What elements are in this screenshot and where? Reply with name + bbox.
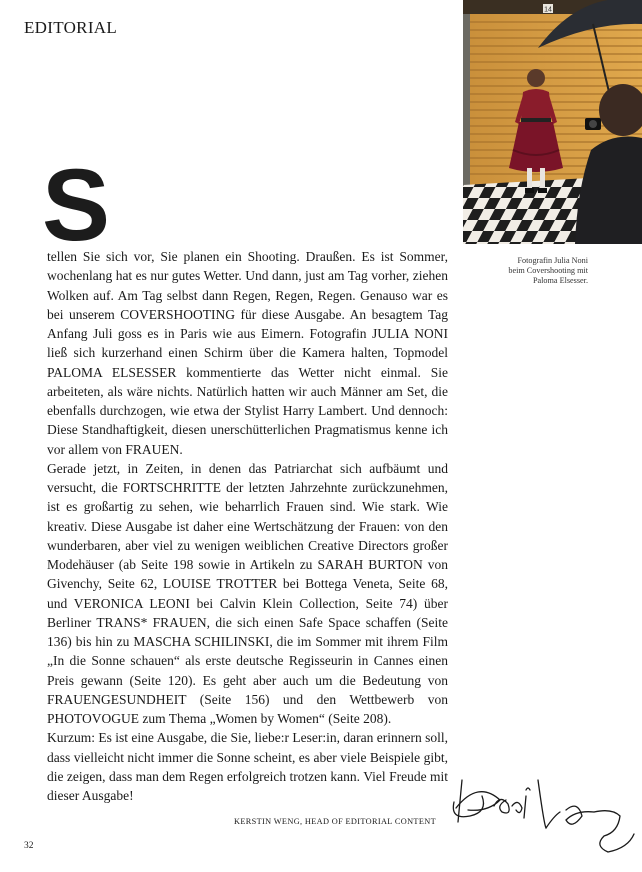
section-label: EDITORIAL — [24, 18, 118, 37]
paragraph-3: Kurzum: Es ist eine Ausgabe, die Sie, liebe:r Leser:in, daran erinnern soll, dass vielleicht nicht immer die Sonne scheint, es aber viele Beispiele gibt, die zeigen, dass man dem Regen erfolgreich trotzen kann. Viel Freude mit dieser Ausgabe! — [47, 730, 448, 803]
handwritten-signature — [448, 760, 638, 860]
paragraph-1: tellen Sie sich vor, Sie planen ein Shooting. Draußen. Es ist Sommer, wochenlang hat es nur gutes Wetter. Und dann, just am Tag vorher, ziehen Wolken auf. Am Tag selbst dann Regen, Regen, Regen. Genauso war es bei unserem COVERSHOOTING für diese Ausgabe. An besagtem Tag Anfang Juli goss es in Paris wie aus Eimern. Fotografin JULIA NONI ließ sich kurzerhand einen Schirm über die Kamera halten, Topmodel PALOMA ELSESSER kommentierte das Wetter nicht einmal. Sie arbeiteten, als wäre nichts. Natürlich hatten wir auch Männer am Set, die ebenfalls durchzogen, wie etwa der Stylist Harry Lambert. Und dennoch: Diese Standhaftigkeit, diesen unerschütterlichen Pragmatismus kenne ich vor allem von FRAUEN. — [47, 249, 448, 457]
paragraph-2: Gerade jetzt, in Zeiten, in denen das Patriarchat sich aufbäumt und versucht, die FORTSCHRITTE der letzten Jahrzehnte zurückzunehmen, ist es großartig zu sehen, wie beharrlich Frauen sind. Wie stark. Wie kreativ. Diese Ausgabe ist daher eine Wertschätzung der Frauen: von den wunderbaren, aber viel zu wenigen weiblichen Creative Directors großer Modehäuser (ab Seite 198 sowie in Artikeln zu SARAH BURTON von Givenchy, Seite 62, LOUISE TROTTER bei Bottega Veneta, Seite 68, und VERONICA LEONI bei Calvin Klein Collection, Seite 74) über Berliner TRANS* FRAUEN, die sich einen Safe Space schaffen (Seite 136) bis hin zu MASCHA SCHILINSKI, die im Sommer mit ihrem Film „In die Sonne schauen“ als erste deutsche Regisseurin in Cannes einen Preis gewann (Seite 120). Es geht aber auch um die Bedeutung von FRAUENGESUNDHEIT (Seite 156) und den Wettbewerb von PHOTOVOGUE zum Thema „Women by Women“ (Seite 208). — [47, 460, 448, 726]
drop-cap: S — [42, 148, 111, 262]
editorial-body — [47, 247, 448, 805]
cover-shoot-photo — [463, 0, 642, 244]
signature-label: KERSTIN WENG, HEAD OF EDITORIAL CONTENT — [234, 817, 437, 826]
shutter-number: 14 — [544, 6, 552, 14]
photo-caption: Fotografin Julia Noni beim Covershooting mit Paloma Elsesser. — [508, 256, 588, 285]
page-number: 32 — [24, 841, 34, 851]
